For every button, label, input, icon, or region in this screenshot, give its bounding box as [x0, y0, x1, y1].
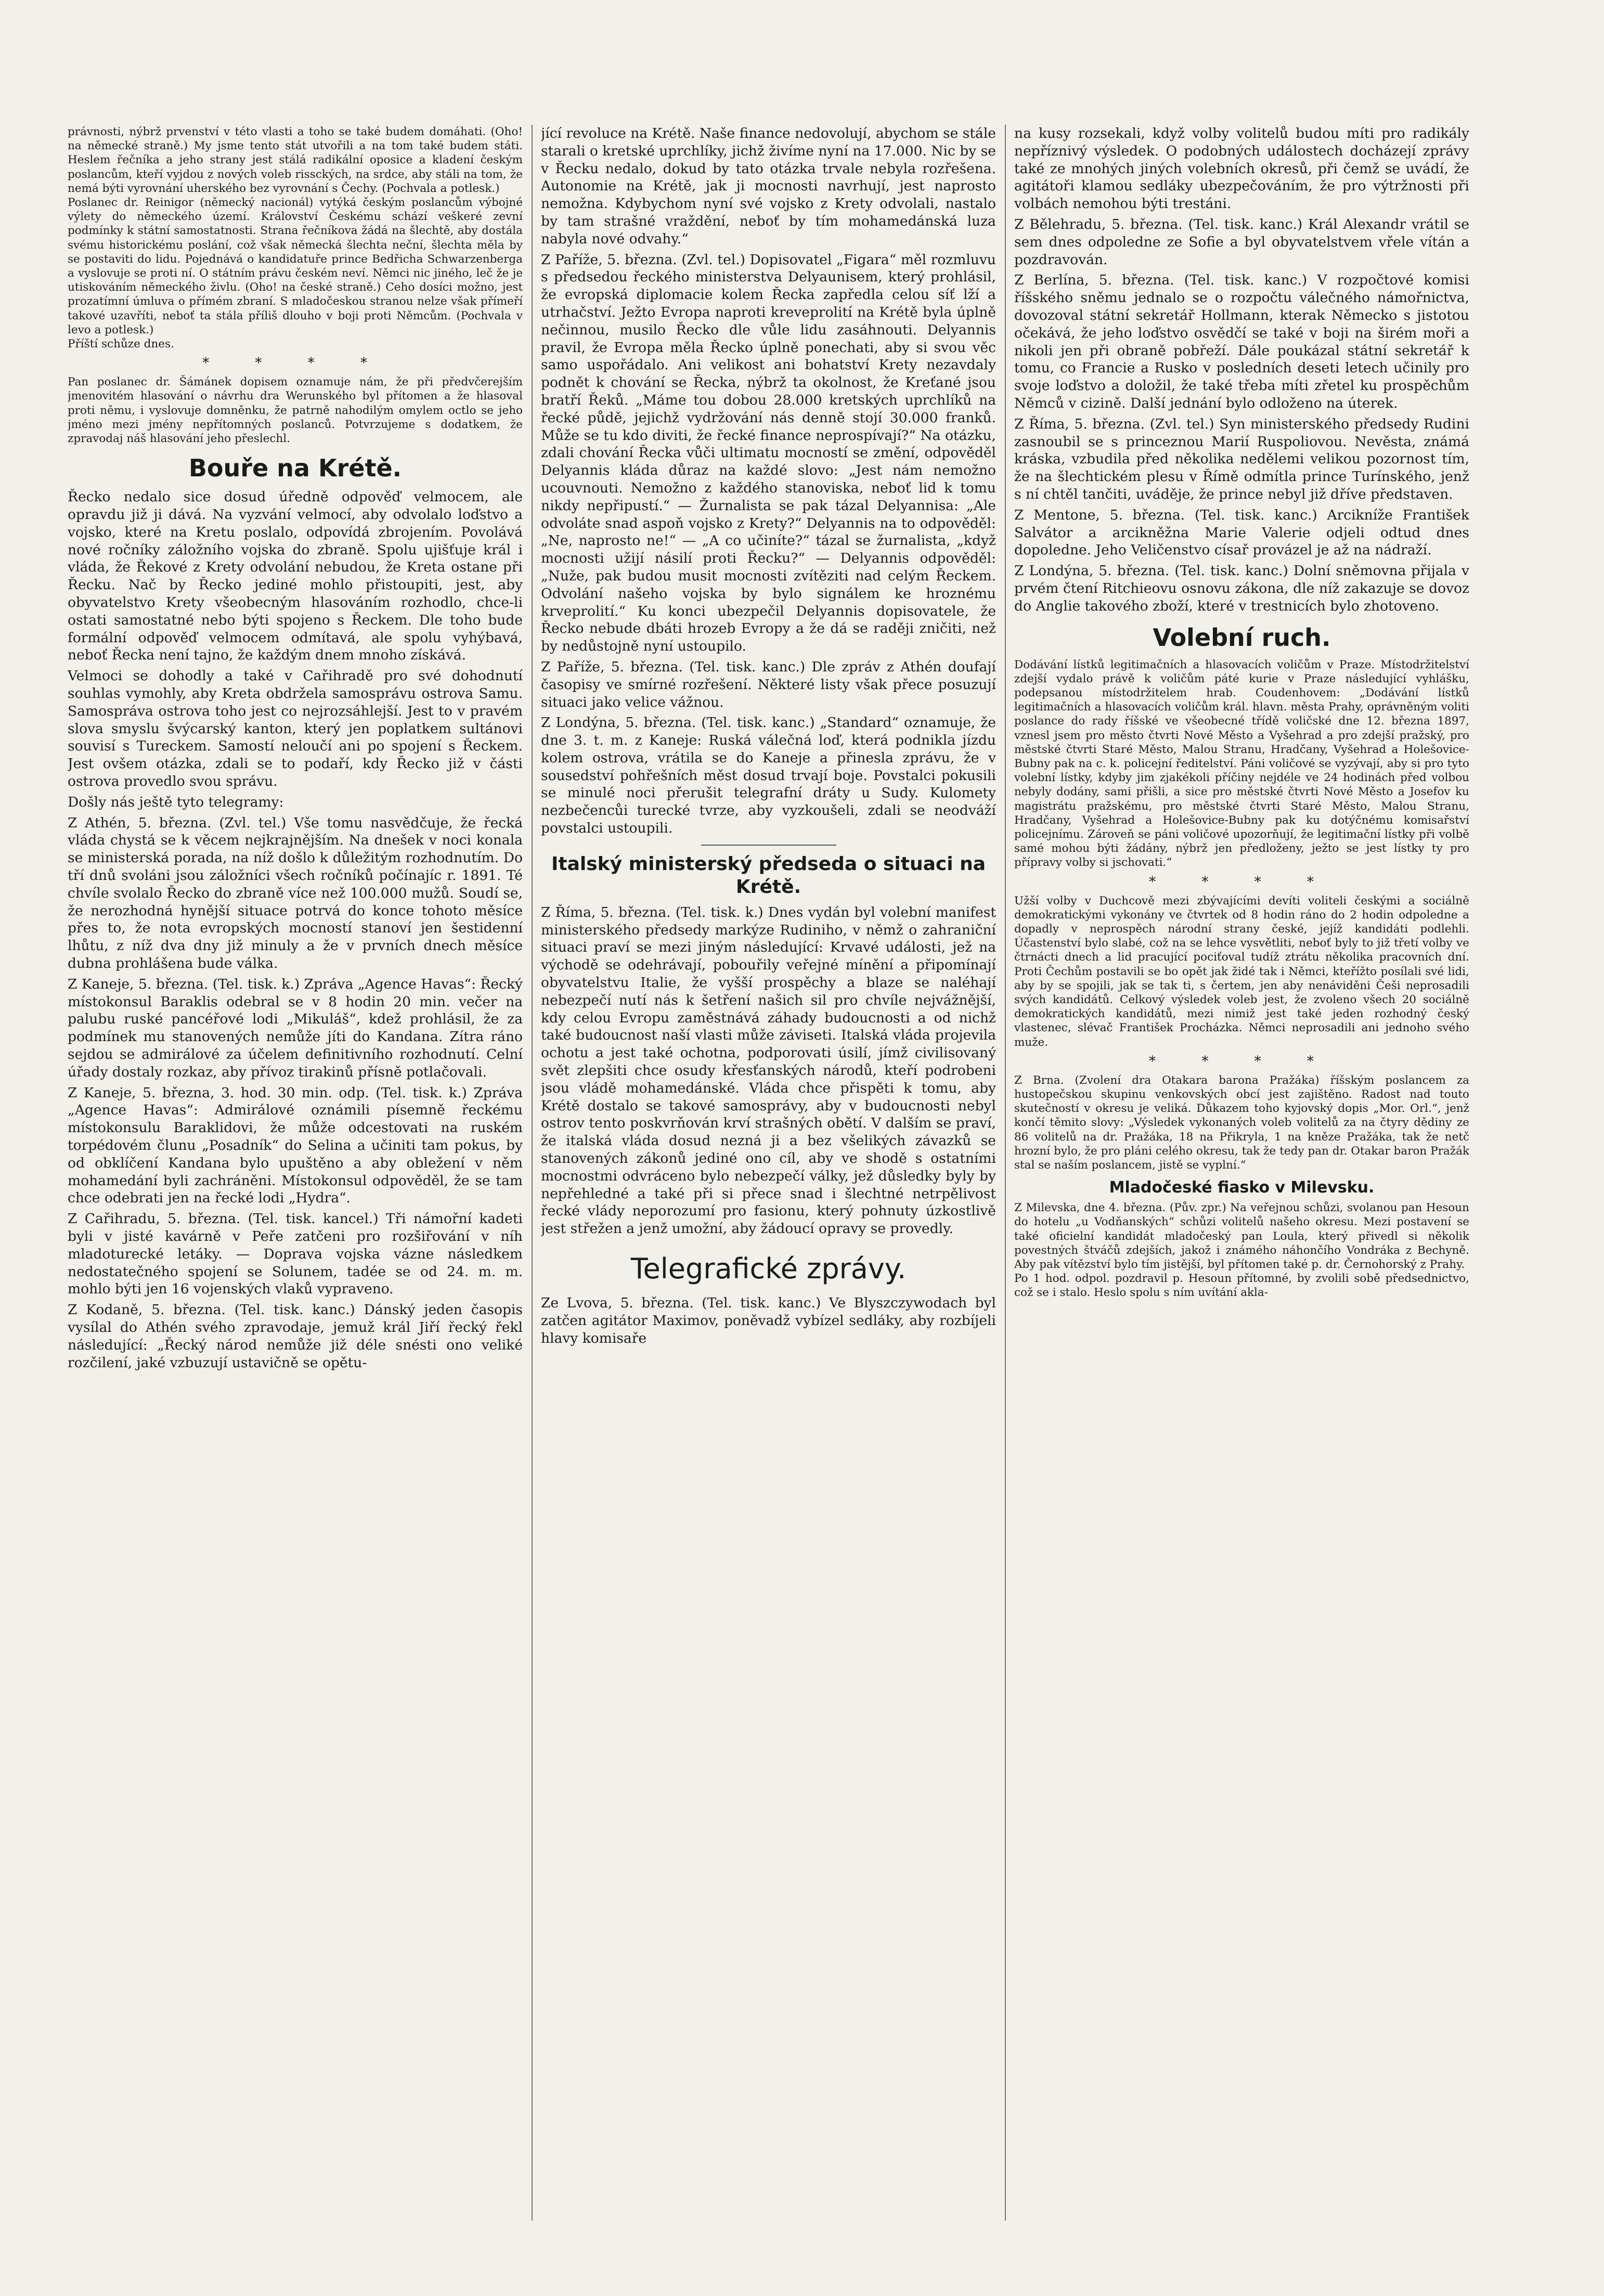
paragraph: Z Říma, 5. března. (Zvl. tel.) Syn ministerského předsedy Rudini zasnoubil se s princeznou Marií Ruspoliovou. Nevěsta, známá kráska, vzbudila před několika nedělemi velikou pozornost tím, že na šlechtickém plesu v Římě odmítla prince Turínského, jenž s ní chtěl tančiti, uváděje, že prince nebyl již dříve představen. [1014, 416, 1469, 502]
heading-italsky-ministersky-predseda: Italský ministerský předseda o situaci na Krétě. [551, 853, 986, 898]
heading-telegraficke-zpravy: Telegrafické zprávy. [630, 1252, 907, 1286]
parliament-report [68, 125, 523, 351]
column-1 [68, 125, 523, 2221]
paragraph: Po 1 hod. odpol. pozdravil p. Hesoun přítomné, by zvolili sobě předsednictvo, což se i stalo. Heslo spolu s ním uvítání akla- [1014, 1272, 1469, 1300]
paragraph: Z Milevska, dne 4. března. (Pův. zpr.) Na veřejnou schůzi, svolanou pan Hesoun do hotelu „u Vodňanských“ schůzi volitelů našeho okresu. Mezi postavení se také oficielní kandidát mladočeský pan Loula, který přivedl si několik povestných štváčů zdejších, jakož i známého náhončího Vondráka z Bechyně. Aby pak vítězství bylo tím jistější, byl přítomen také p. dr. Černohorský z Prahy. [1014, 1201, 1469, 1272]
paragraph: Z Mentone, 5. března. (Tel. tisk. kanc.) Arcikníže František Salvátor a arcikněžna Marie Valerie odjeli odtud dnes dopoledne. Jeho Veličenstvo císař provázel je až na nádraží. [1014, 507, 1469, 559]
paragraph: Z Berlína, 5. března. (Tel. tisk. kanc.) V rozpočtové komisi říšského sněmu jednalo se o rozpočtu válečného námořnictva, dovozoval státní sekretář Hollmann, kterak Německo s jistotou očekává, že jeho loďstvo osvědčí se také v boji na širém moři a nikoli jen při obraně pobřeží. Dále poukázal státní sekretář k tomu, co Francie a Rusko v posledních deseti letech učinily pro svoje loďstvo a doložil, že také třeba míti zřetel ku prospěchům Němců v cizině. Další jednání bylo odloženo na úterek. [1014, 272, 1469, 411]
paragraph: Z Kaneje, 5. března. (Tel. tisk. k.) Zpráva „Agence Havas“: Řecký místokonsul Baraklis odebral se v 8 hodin 20 min. večer na palubu ruské pancéřové lodi „Mikuláš“, kdež prohlásil, že za podmínek mu stanovených nemůže jíti do Kandana. Zítra ráno sejdou se admirálové za účelem definitivního rozhodnutí. Celní úřady dostaly rozkaz, aby přívoz tirakinů přísně potlačovali. [68, 976, 523, 1080]
section-divider-stars: * * * * [1149, 1053, 1335, 1069]
section-divider-stars: * * * * [1149, 874, 1335, 890]
paragraph: Dodávání lístků legitimačních a hlasovacích voličům v Praze. Místodržitelství zdejší vydalo právě k voličům páté kurie v Praze následující vyhlášku, podepsanou místodržitelem hrab. Coudenhovem: „Dodávání lístků legitimačních a hlasovacích voličům král. hlavn. města Prahy, oprávněným voliti poslance do rady říšské ve všeobecné třídě voličské dne 12. března 1897, vznesl jsem pro město čtvrti Nové Město a Vyšehrad a pro zdejší pražský, pro městské čtvrti Staré Město, Malou Stranu, Hradčany, Vyšehrad a Holešovice-Bubny pak na c. k. policejní ředitelství. Páni voličové se vyzývají, aby si pro tyto volební lístky, kdyby jim zjakékoli příčiny nejdéle ve 24 hodinách před volbou nebyly dodány, sami přišli, a sice pro městské čtvrti Nové Město a Josefov ku magistrátu pražskému, pro městské čtvrti Staré Město, Malou Stranu, Hradčany, Vyšehrad a Holešovice-Bubny pak ku dotýčnému komisařství policejnímu. Zároveň se páni voličové upozorňují, že legitimační lístky při volbě samé mohou býti žádány, nýbrž jen předloženy, ježto se jest lístky ty pro přípravy volby si jschovati.“ [1014, 658, 1469, 870]
correction-note [68, 375, 523, 446]
column-3 [1014, 125, 1469, 2221]
newspaper-page [68, 125, 1472, 2221]
paragraph: Poslanec dr. Reinigor (německý nacionál) vytýká českým poslancům výbojné výlety do německého území. Království Českému schází veškeré zevní podmínky k státní samostatnosti. Strana řečníkova žádá na šlechtě, aby dostála svému historickému poslání, což však německá šlechta neční, šlechta měla by se postaviti do lidu. Pojednává o kandidatuře prince Bedřicha Schwarzenberga a vyslovuje se proti ní. O státním právu českém neví. Němci nic jiného, leč že je utiskováním německého živlu. (Oho! na české straně.) Ceho dosíci možno, jest prozatímní úmluva o přímém zbraní. S mladočeskou stranou nelze však přímeří takové uzavříti, neboť ta stála příliš dlouho v boji proti Němcům. (Pochvala v levo a potlesk.) [68, 196, 523, 336]
article-italsky [541, 904, 996, 1238]
paragraph: Z Kodaně, 5. března. (Tel. tisk. kanc.) Dánský jeden časopis vysílal do Athén svého zpravodaje, jemuž král Jiří řecký řekl následující: „Řecký národ nemůže již déle snésti ono veliké rozčilení, jaké vzbuzují ustavičně se opětu- [68, 1302, 523, 1371]
paragraph: Z Brna. (Zvolení dra Otakara barona Pražáka) říšským poslancem za hustopečskou skupinu venkovských obcí jest zajištěno. Radost nad touto skutečností v okresu je veliká. Důkazem toho kyjovský dopis „Mor. Orl.“, jenž končí těmito slovy: „Výsledek vykonaných voleb volitelů za na čtyry dědiny ze 86 volitelů na dr. Pražáka, 18 na Přikryla, 1 na kněze Pražáka, tak že netč hrozní bylo, že pro pláni celého okresu, tak že tedy pan dr. Otakar baron Pražák stal se naším poslancem, jistě se vyplní.“ [1014, 1073, 1469, 1172]
paragraph: Z Cařihradu, 5. března. (Tel. tisk. kancel.) Tři námořní kadeti byli v jisté kavárně v Peře zatčeni pro rozšiřování v níh mladoturecké letáky. — Doprava vojska vázne následkem nedostatečného spojení se Solunem, tadée se od 24. m. m. mohlo býti jen 16 vojenských vlaků vypraveno. [68, 1211, 523, 1298]
article-volebni-ruch [1014, 658, 1469, 1173]
article-continuation [541, 125, 996, 837]
paragraph: Řecko nedalo sice dosud úředně odpověď velmocem, ale opravdu již ji dává. Na vyzvání velmocí, aby odvolalo loďstvo a vojsko, které na Kretu poslalo, odpovídá zbrojením. Povolává nové ročníky záložního vojska do zbraně. Spolu ujišťuje král i vláda, že Řekové z Krety odvolání nebudou, že Kreta ostane při Řecku. Nač by Řecko jediné mohlo přistoupiti, jest, aby obyvatelstvo Krety všeobecným hlasováním rozhodlo, chce-li ostati samostatné nebo býti spojeno s Řeckem. Dle toho bude formální odpověď velmocem odmítavá, ale spolu vyhýbavá, neboť Řecka není tajno, že každým dnem mnoho získává. [68, 489, 523, 664]
paragraph: Užší volby v Duchcově mezi zbývajícími devíti voliteli českými a sociálně demokratickými vykonány ve čtvrtek od 8 hodin ráno do 2 hodin odpoledne a dopadly v neprospěch národní strany české, jejíž kandidáti podlehli. Účastenství bylo slabé, což na se lehce vysvětliti, neboť byly to již třetí volby ve čtrnácti dnech a lid pracující pociťoval tudíž ztrátu několika pracovních dní. Proti Čechům postavili se bo opět jak židé tak i Němci, kteřížto posílali své lidi, aby by se spojili, jak se tak ti, s čertem, jen aby nenáviděni Češi neprosadili svých kandidátů. Celkový výsledek voleb jest, že zvoleno všech 20 sociálně demokratických kandidátů, mezi nimiž jest také jeden rozhodný český vlastenec, slévač František Procházka. Němci neprosadili ani jednoho svého muže. [1014, 894, 1469, 1049]
paragraph: Z Paříže, 5. března. (Zvl. tel.) Dopisovatel „Figara“ měl rozmluvu s předsedou řeckého ministerstva Delyaunisem, který prohlásil, že evropská diplomacie kolem Řecka zapředla celou síť lží a utrhačství. Ježto Evropa naproti kreveprolití na Krétě byla úplně nečinnou, musilo Řecko dle vůle lidu zasáhnouti. Delyannis pravil, že Evropa měla Řecko úplně ponechati, aby si svou věc samo uspořádalo. Ani velikost ani bohatství Krety nezavdaly podnět k chování se Řecka, nýbrž ta okolnost, že Kreťané jsou bratří Řeků. „Máme tou dobou 28.000 kretských uprchlíků na řecké půdě, jejichž vydržování nás denně stojí 30.000 franků. Může se tu kdo diviti, že řecké finance neprospívají?“ Na otázku, zdali chování Řecka vůči ultimatu mocností se změní, odpověděl Delyannis kláda důraz na každé slovo: „Jest nám nemožno ucouvnouti. Nemožno z každého stanoviska, neboť lid k tomu nikdy nepřipustí.“ — Žurnalista se pak tázal Delyannisa: „Ale odvoláte snad aspoň vojsko z Krety?“ Delyannis na to odpověděl: „Ne, naprosto ne!“ — „A co učiníte?“ tázal se žurnalista, „když mocnosti užijí násilí proti Řecku?“ — Delyannis odpověděl: „Nuže, pak budou musit mocnosti zvítěziti nad celým Řeckem. Odvolání našeho vojska by bylo signálem ke hroznému krveprolití.“ Ku konci ubezpečil Delyannis dopisovatele, že Řecko nebude dbáti hrozeb Evropy a že dá se raději zničiti, než by nedůstojně nyní ustoupilo. [541, 251, 996, 655]
article-telegraficke [541, 1294, 996, 1347]
paragraph: Z Londýna, 5. března. (Tel. tisk. kanc.) Dolní sněmovna přijala v prvém čtení Ritchieovu osnovu zákona, dle níž zakazuje se dovoz do Anglie takového zboží, které v trestnicích bylo zhotoveno. [1014, 563, 1469, 614]
column-rule [532, 125, 533, 2221]
heading-boure-na-krete: Bouře na Krétě. [188, 454, 402, 483]
paragraph: Z Kaneje, 5. března, 3. hod. 30 min. odp. (Tel. tisk. k.) Zpráva „Agence Havas“: Admirálové oznámili písemně řeckému místokonsulu Baraklidovi, že může odcestovati na ruském torpédovém člunu „Posadník“ do Selina a učiniti tam pokus, by od obklíčení Kandana bylo upuštěno a aby obležení v něm mohamedání byli zachráněni. Místokonsul odpověděl, že se tam chce odebrati jen na řecké lodi „Hydra“. [68, 1084, 523, 1207]
paragraph: Z Athén, 5. března. (Zvl. tel.) Vše tomu nasvědčuje, že řecká vláda chystá se k věcem nejkrajnějším. Na dnešek v noci konala se ministerská porada, na níž došlo k důležitým rozhodnutím. Do tří dnů svoláni jsou záložníci všech ročníků počínajíc r. 1891. Té chvíle svolalo Řecko do zbraně více než 100.000 mužů. Soudí se, že nerozhodná hynější situace potrvá do konce tohoto měsíce přes to, že nota evropských mocností stanoví jen šestidenní lhůtu, z níž dva dny již minuly a že v prvních dnech měsíce dubna prohlášena bude válka. [68, 814, 523, 971]
paragraph: na kusy rozsekali, když volby volitelů budou míti pro radikály nepříznivý výsledek. O podobných událostech docházejí zprávy také ze mnohých jiných volebních okresů, při čemž se uvádí, že agitátoři klamou sedláky ubezpečováním, že pro výtržnosti při volbách nemohou býti trestáni. [1014, 125, 1469, 212]
paragraph: Ze Lvova, 5. března. (Tel. tisk. kanc.) Ve Blyszczywodach byl zatčen agitátor Maximov, poněvadž vybízel sedláky, aby rozbíjeli hlavy komisaře [541, 1295, 996, 1346]
article-boure [68, 488, 523, 1371]
paragraph: Velmoci se dohodly a také v Cařihradě pro své dohodnutí souhlas vymohly, aby Kreta obdržela samosprávu ostrova Samu. Samospráva ostrova toho jest co nejrozsáhlejší. Jest to v pravém slova smyslu švýcarský kanton, který jen poplatkem sultánovi souvisí s Tureckem. Samostí neloučí ani po spojení s Řeckem. Jest ovšem otázka, zdali se to podaří, kdy Řecko již v části ostrova provedlo svou správu. [68, 668, 523, 790]
paragraph: právnosti, nýbrž prvenství v této vlasti a toho se také budem domáhati. (Oho! na německé straně.) My jsme tento stát utvořili a na tom také budem státi. Heslem řečníka a jeho strany jest stálá radikální oposice a kladení českým poslancům, kteří vyjdou z nových voleb rissckých, na srdce, aby stáli na tom, že nemá býti vyrovnání uherského bez vyrovnání s Čechy. (Pochvala a potlesk.) [68, 125, 523, 195]
heading-volebni-ruch: Volební ruch. [1153, 623, 1331, 652]
paragraph: jící revoluce na Krétě. Naše finance nedovolují, abychom se stále starali o kretské uprchlíky, jichž živíme nyní na 17.000. Nic by se v Řecku nedalo, dokud by tato otázka trvale nebyla rozřešena. Autonomie na Krétě, jak ji mocnosti navrhují, jest naprosto nemožna. Kdybychom nyní své vojsko z Krety odvolali, nastalo by tam strašné vraždění, neboť by tím mohamedánská luza nabyla nové odvahy.“ [541, 125, 996, 247]
paragraph: Z Bělehradu, 5. března. (Tel. tisk. kanc.) Král Alexandr vrátil se sem dnes odpoledne ze Sofie a byl obyvatelstvem vřele vítán a pozdravován. [1014, 216, 1469, 268]
divider [701, 845, 836, 846]
column-rule [1005, 125, 1006, 2221]
article-mladoceske-fiasko [1014, 1201, 1469, 1300]
paragraph: Pan poslanec dr. Šámánek dopisem oznamuje nám, že při předvčerejším jmenovitém hlasování o návrhu dra Werunského byl přítomen a že hlasoval proti němu, i vyslovuje domněnku, že patrně nahodilým omylem octlo se jeho jméno mezi jmény nepřítomných poslanců. Potvrzujeme s dodatkem, že zpravodaj náš hlasování jeho přeslechl. [68, 375, 523, 446]
telegram-reports [1014, 125, 1469, 615]
column-2 [541, 125, 996, 2221]
paragraph: Z Paříže, 5. března. (Tel. tisk. kanc.) Dle zpráv z Athén doufají časopisy ve smírné rozřešení. Některé listy však přece posuzují situaci jako velice vážnou. [541, 658, 996, 710]
paragraph: Z Londýna, 5. března. (Tel. tisk. kanc.) „Standard“ oznamuje, že dne 3. t. m. z Kaneje: Ruská válečná loď, která podnikla jízdu kolem ostrova, vrátila se do Kaneje a přinesla zprávu, že v sousedství pohřešních měst dosud trvají boje. Povstalci pokusili se minulé noci přerušit telegrafní dráty u Sudy. Kulomety nezbečencůi turecké tvrze, aby vyzkoušeli, zdali se neodváží povstalci ustoupili. [541, 715, 996, 837]
paragraph: Z Říma, 5. března. (Tel. tisk. k.) Dnes vydán byl volební manifest ministerského předsedy markýze Rudiniho, v němž o zahraniční situaci praví se mezi jiným následující: Krvavé události, jež na východě se odehrávají, pobouřily veřejné mínění a připomínají obyvatelstvu Italie, že vyšší prospěchy a blaze se naléhají nebezpečí nutí nás k šetření našich sil pro chvíle nejvážnější, kdy celou Evropu zaměstnává záhady budoucnosti a od nichž také budoucnost naší vlasti může záviseti. Italská vláda projevila ochotu a jest také ochotna, podporovati úsilí, jímž civilisovaný svět zlepšiti chce osudy křesťanských národů, kteří podrobeni jsou vládě mohamedánské. Vláda chce přispěti k tomu, aby Krétě dostalo se takové samosprávy, aby v budoucnosti nebyl ostrov tento poskvrňován krví strašných obětí. V dalším se praví, že italská vláda dosud nezná ji a bez všelikých závazků se stanovených zákonů jediné ono cíl, aby ve shodě s ostatními mocnostmi odvráceno bylo nebezpečí války, jež důsledky byly by nepřehledné a také při si přece snad i šlechtné netrpělivost řecké vlády neporozumí pro fasionu, který pohnuty úzkostlivě jest střežen a jenž umožní, aby žádoucí opravy se provedly. [541, 904, 996, 1237]
paragraph: Došly nás ještě tyto telegramy: [68, 794, 284, 810]
section-divider-stars: * * * * [202, 355, 388, 371]
paragraph: Příští schůze dnes. [68, 338, 174, 351]
heading-mladoceske-fiasko: Mladočeské fiasko v Milevsku. [1109, 1178, 1375, 1197]
